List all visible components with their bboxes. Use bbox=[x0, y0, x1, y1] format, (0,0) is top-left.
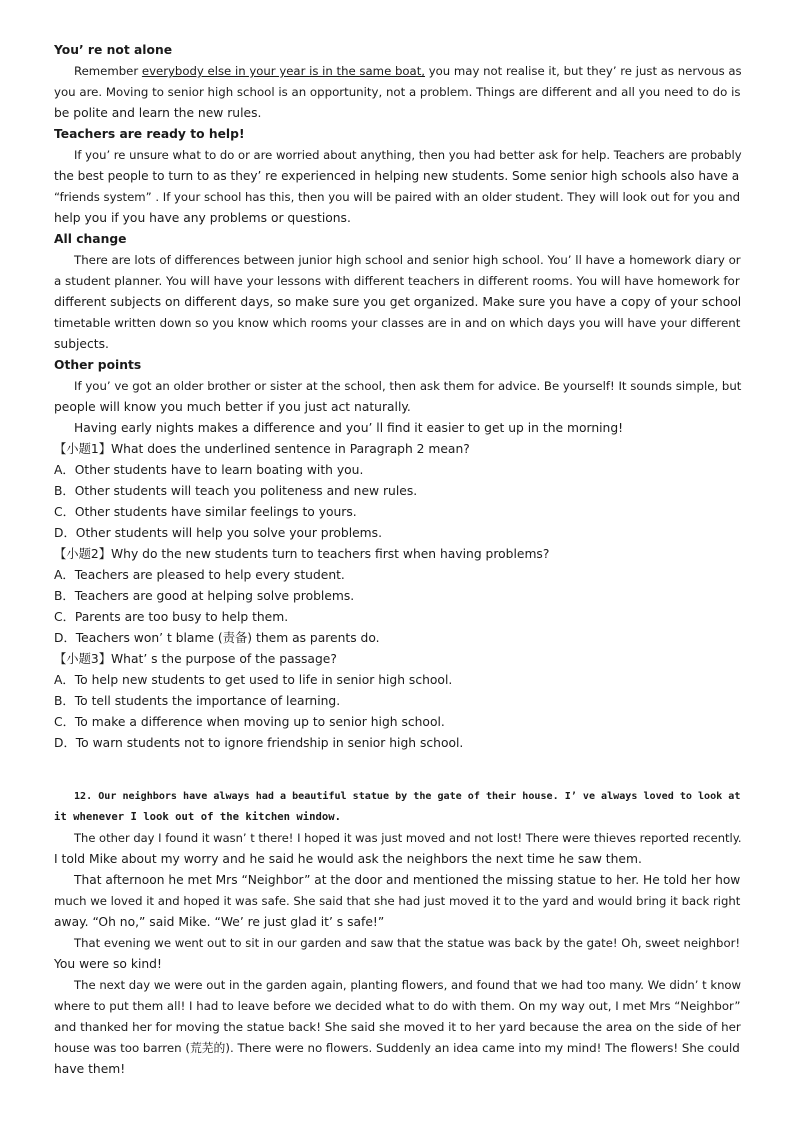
paragraph-line: house was too barren (荒芜的). There were no flowers. Suddenly an idea came into my mind! The flowers! She could bbox=[54, 1041, 740, 1055]
text-run: Remember bbox=[74, 64, 142, 78]
heading-other-points: Other points bbox=[54, 358, 142, 372]
paragraph-line: much we loved it and hoped it was safe. She said that she had just moved it to the yard and would bring it back right bbox=[54, 894, 741, 908]
paragraph-line: I told Mike about my worry and he said he would ask the neighbors the next time he saw them. bbox=[54, 852, 642, 866]
answer-option: C．To make a difference when moving up to senior high school. bbox=[54, 715, 445, 729]
paragraph-line: “friends system” . If your school has this, then you will be paired with an older student. They will look out for you and bbox=[54, 190, 741, 204]
paragraph-line: a student planner. You will have your lessons with different teachers in different rooms. You will have homework for bbox=[54, 274, 740, 288]
section-gap bbox=[54, 754, 744, 786]
paragraph-line: timetable written down so you know which rooms your classes are in and on which days you will have your different bbox=[54, 316, 741, 330]
paragraph-line: You were so kind! bbox=[54, 957, 162, 971]
paragraph-line: the best people to turn to as they’ re experienced in helping new students. Some senior high schools also have a bbox=[54, 169, 740, 183]
paragraph-line: and thanked her for moving the statue back! She said she moved it to her yard because the area on the side of her bbox=[54, 1020, 741, 1034]
paragraph-line: have them! bbox=[54, 1062, 126, 1076]
paragraph-line bbox=[54, 61, 744, 82]
heading-teachers: Teachers are ready to help! bbox=[54, 127, 245, 141]
paragraph-line: away. “Oh no,” said Mike. “We’ re just glad it’ s safe!” bbox=[54, 915, 385, 929]
paragraph-line: If you’ re unsure what to do or are worried about anything, then you had better ask for help. Teachers are probably bbox=[74, 148, 742, 162]
paragraph-line: The other day I found it wasn’ t there! I hoped it was just moved and not lost! There were thieves reported recently. bbox=[74, 831, 742, 845]
paragraph-line: where to put them all! I had to leave before we decided what to do with them. On my way out, I met Mrs “Neighbor” bbox=[54, 999, 741, 1013]
document-page bbox=[54, 40, 744, 1080]
paragraph-line: If you’ ve got an older brother or sister at the school, then ask them for advice. Be yourself! It sounds simple, but bbox=[74, 379, 742, 393]
paragraph-line: different subjects on different days, so make sure you get organized. Make sure you have a copy of your school bbox=[54, 295, 742, 309]
heading-all-change: All change bbox=[54, 232, 127, 246]
paragraph-line: The next day we were out in the garden again, planting flowers, and found that we had too many. We didn’ t know bbox=[74, 978, 742, 992]
underlined-sentence: everybody else in your year is in the same boat, bbox=[141, 64, 426, 78]
answer-option: B．Other students will teach you politeness and new rules. bbox=[54, 484, 418, 498]
text-run: you may not realise it, but they’ re just as nervous as bbox=[425, 64, 742, 78]
answer-option: C．Parents are too busy to help them. bbox=[54, 610, 289, 624]
answer-option: D．Other students will help you solve your problems. bbox=[54, 526, 382, 540]
question-stem: 【小题1】What does the underlined sentence in Paragraph 2 mean? bbox=[54, 442, 470, 456]
answer-option: C．Other students have similar feelings to yours. bbox=[54, 505, 357, 519]
answer-option: D．To warn students not to ignore friendship in senior high school. bbox=[54, 736, 464, 750]
answer-option: B．To tell students the importance of learning. bbox=[54, 694, 341, 708]
answer-option: A．Teachers are pleased to help every student. bbox=[54, 568, 345, 582]
question-stem: 【小题3】What’ s the purpose of the passage? bbox=[54, 652, 337, 666]
paragraph-line: be polite and learn the new rules. bbox=[54, 106, 262, 120]
paragraph-line: There are lots of differences between junior high school and senior high school. You’ ll have a homework diary or bbox=[74, 253, 741, 267]
answer-option: A．Other students have to learn boating with you. bbox=[54, 463, 364, 477]
paragraph-line: help you if you have any problems or questions. bbox=[54, 211, 351, 225]
paragraph-line: people will know you much better if you just act naturally. bbox=[54, 400, 411, 414]
paragraph-line: Having early nights makes a difference and you’ ll find it easier to get up in the morning! bbox=[74, 421, 624, 435]
question-stem: 【小题2】Why do the new students turn to teachers first when having problems? bbox=[54, 547, 550, 561]
answer-option: B．Teachers are good at helping solve problems. bbox=[54, 589, 355, 603]
heading-not-alone: You’ re not alone bbox=[54, 43, 173, 57]
passage2-intro-line: it whenever I look out of the kitchen window. bbox=[54, 811, 342, 823]
paragraph-line: That evening we went out to sit in our garden and saw that the statue was back by the gate! Oh, sweet neighbor! bbox=[74, 936, 741, 950]
paragraph-line: subjects. bbox=[54, 337, 109, 351]
answer-option: D．Teachers won’ t blame (责备) them as parents do. bbox=[54, 631, 380, 645]
paragraph-line: That afternoon he met Mrs “Neighbor” at the door and mentioned the missing statue to her. He told her how bbox=[74, 873, 741, 887]
answer-option: A．To help new students to get used to life in senior high school. bbox=[54, 673, 453, 687]
passage2-intro-line: 12. Our neighbors have always had a beautiful statue by the gate of their house. I’ ve always loved to look at bbox=[74, 791, 741, 802]
paragraph-line: you are. Moving to senior high school is an opportunity, not a problem. Things are different and all you need to do is bbox=[54, 85, 741, 99]
